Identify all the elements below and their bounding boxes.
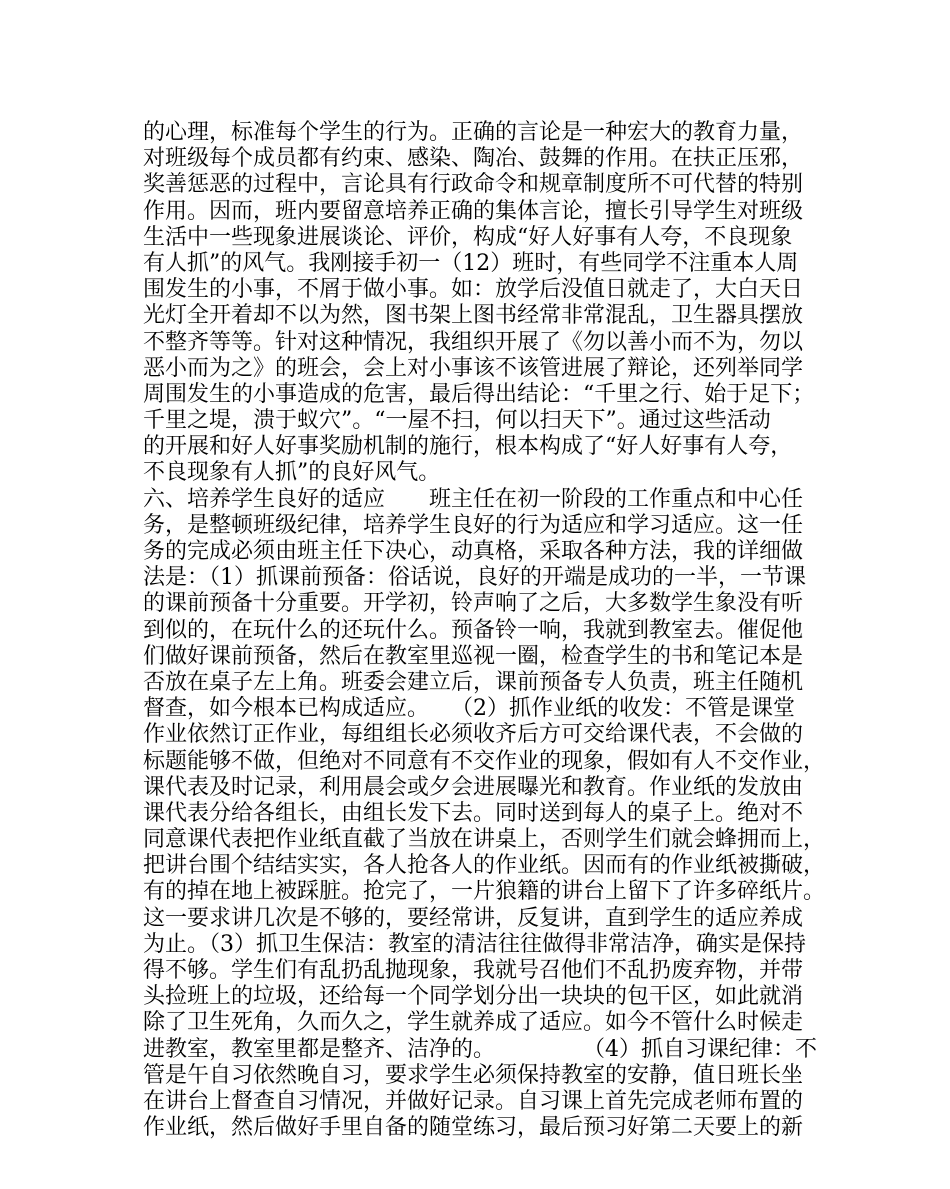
text-line: 进教室，教室里都是整齐、洁净的。 （4）抓自习课纪律：不 <box>143 1036 817 1062</box>
text-line: 的心理，标准每个学生的行为。正确的言论是一种宏大的教育力量， <box>143 120 804 145</box>
text-line: 千里之堤，溃于蚁穴”。“一屋不扫，何以扫天下”。通过这些活动 <box>143 408 771 434</box>
text-line: 把讲台围个结结实实，各人抢各人的作业纸。因而有的作业纸被撕破， <box>143 853 826 879</box>
text-line: 头捡班上的垃圾，还给每一个同学划分出一块块的包干区，如此就消 <box>143 984 804 1010</box>
text-line: 课代表分给各组长，由组长发下去。同时送到每人的桌子上。绝对不 <box>143 800 804 826</box>
text-line: 作业纸，然后做好手里自备的随堂练习，最后预习好第二天要上的新 <box>143 1115 804 1141</box>
text-line: 法是：（1）抓课前预备：俗话说，良好的开端是成功的一半，一节课 <box>143 565 806 591</box>
text-line: 为止。（3）抓卫生保洁：教室的清洁往往做得非常洁净，确实是保持 <box>143 931 806 957</box>
text-line: 作业依然订正作业，每组组长必须收齐后方可交给课代表，不会做的 <box>143 722 804 748</box>
text-line: 否放在桌子左上角。班委会建立后，课前预备专人负责，班主任随机 <box>143 669 804 695</box>
text-line: 务，是整顿班级纪律，培养学生良好的行为适应和学习适应。这一任 <box>143 512 804 538</box>
text-line: 的课前预备十分重要。开学初，铃声响了之后，大多数学生象没有听 <box>143 591 804 617</box>
text-line: 到似的，在玩什么的还玩什么。预备铃一响，我就到教室去。催促他 <box>143 617 804 643</box>
text-line: 对班级每个成员都有约束、感染、陶冶、鼓舞的作用。在扶正压邪， <box>143 146 804 172</box>
text-line: 标题能够不做，但绝对不同意有不交作业的现象，假如有人不交作业， <box>143 748 826 774</box>
text-line: 的开展和好人好事奖励机制的施行，根本构成了“好人好事有人夸， <box>143 434 793 460</box>
text-line: 有的掉在地上被踩脏。抢完了，一片狼籍的讲台上留下了许多碎纸片。 <box>143 879 826 905</box>
text-line: 在讲台上督查自习情况，并做好记录。自习课上首先完成老师布置的 <box>143 1088 804 1114</box>
text-line: 不整齐等等。针对这种情况，我组织开展了《勿以善小而不为，勿以 <box>143 329 804 355</box>
text-line: 课代表及时记录，利用晨会或夕会进展曝光和教育。作业纸的发放由 <box>143 774 804 800</box>
text-line: 围发生的小事，不屑于做小事。如：放学后没值日就走了，大白天日 <box>143 277 804 303</box>
text-line: 奖善惩恶的过程中，言论具有行政命令和规章制度所不可代替的特别 <box>143 172 804 198</box>
text-line: 恶小而为之》的班会，会上对小事该不该管进展了辩论，还列举同学 <box>143 355 804 381</box>
text-line: 生活中一些现象进展谈论、评价，构成“好人好事有人夸，不良现象 <box>143 224 793 250</box>
section-heading-line: 六、培养学生良好的适应 班主任在初一阶段的工作重点和中心任 <box>143 486 804 512</box>
text-line: 作用。因而，班内要留意培养正确的集体言论，擅长引导学生对班级 <box>143 198 804 224</box>
text-line: 督查，如今根本已构成适应。 （2）抓作业纸的收发：不管是课堂 <box>143 696 795 722</box>
text-line: 不良现象有人抓”的良好风气。 <box>143 460 441 486</box>
text-line: 们做好课前预备，然后在教室里巡视一圈，检查学生的书和笔记本是 <box>143 643 804 669</box>
text-line: 管是午自习依然晚自习，要求学生必须保持教室的安静，值日班长坐 <box>143 1062 804 1088</box>
text-line: 光灯全开着却不以为然，图书架上图书经常非常混乱，卫生器具摆放 <box>143 303 804 329</box>
text-line: 这一要求讲几次是不够的，要经常讲，反复讲，直到学生的适应养成 <box>143 905 804 931</box>
text-line: 周围发生的小事造成的危害，最后得出结论：“千里之行、始于足下； <box>143 381 815 407</box>
text-line: 有人抓”的风气。我刚接手初一（12）班时，有些同学不注重本人周 <box>143 250 799 276</box>
text-line: 除了卫生死角，久而久之，学生就养成了适应。如今不管什么时候走 <box>143 1010 804 1036</box>
text-line: 同意课代表把作业纸直截了当放在讲桌上，否则学生们就会蜂拥而上， <box>143 827 826 853</box>
text-line: 务的完成必须由班主任下决心，动真格，采取各种方法，我的详细做 <box>143 539 804 564</box>
text-line: 得不够。学生们有乱扔乱抛现象，我就号召他们不乱扔废弃物，并带 <box>143 958 804 983</box>
body-text <box>143 120 826 1141</box>
